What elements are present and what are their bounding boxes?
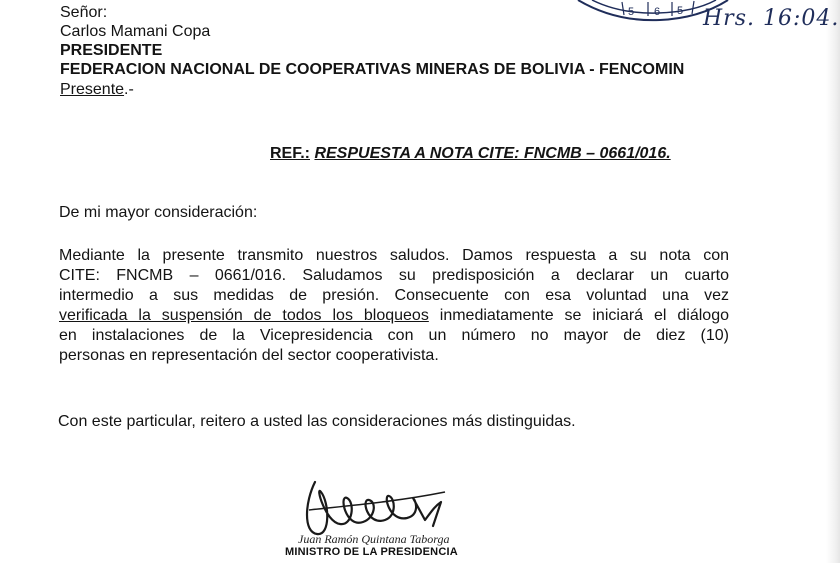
body-line-6: personas en representación del sector cooperativista. — [59, 347, 439, 364]
body-line-5: en instalaciones de la Vicepresidencia con un número no mayor de diez (10) — [59, 327, 729, 344]
signatory-title: MINISTRO DE LA PRESIDENCIA — [285, 546, 458, 558]
body-line-3: intermedio a sus medidas de presión. Consecuente con esa voluntad una vez — [59, 287, 729, 304]
scan-edge-shadow — [826, 0, 840, 563]
addressee-position: PRESIDENTE — [60, 42, 163, 59]
presente-line — [60, 80, 134, 100]
reference-value: RESPUESTA A NOTA CITE: FNCMB – 0661/016. — [314, 145, 671, 162]
body-line-4 — [59, 306, 729, 326]
addressee-name: Carlos Mamani Copa — [60, 23, 211, 40]
underlined-condition: verificada la suspensión de todos los bloqueos — [59, 307, 429, 324]
body-line-4-rest: inmediatamente se iniciará el diálogo — [428, 307, 729, 324]
presente-suffix: .- — [124, 81, 134, 98]
addressee-organization: FEDERACION NACIONAL DE COOPERATIVAS MINERAS DE BOLIVIA - FENCOMIN — [60, 61, 685, 78]
reference-label: REF.: — [270, 145, 310, 162]
salutation: Señor: — [60, 4, 108, 21]
handwritten-time: Hrs. 16:04. — [703, 6, 840, 31]
reference-line — [270, 144, 671, 164]
signatory-name: Juan Ramón Quintana Taborga — [298, 532, 450, 546]
stamp-digit: 5 — [628, 6, 635, 18]
greeting: De mi mayor consideración: — [59, 204, 258, 221]
presente-word: Presente — [60, 81, 125, 98]
stamp-digit: 5 — [677, 5, 684, 17]
body-line-1: Mediante la presente transmito nuestros saludos. Damos respuesta a su nota con — [59, 247, 729, 264]
signature-scribble — [285, 462, 485, 542]
body-line-2: CITE: FNCMB – 0661/016. Saludamos su predisposición a declarar un cuarto — [59, 267, 729, 284]
stamp-digit: 6 — [654, 6, 661, 18]
closing: Con este particular, reitero a usted las consideraciones más distinguidas. — [58, 413, 576, 430]
